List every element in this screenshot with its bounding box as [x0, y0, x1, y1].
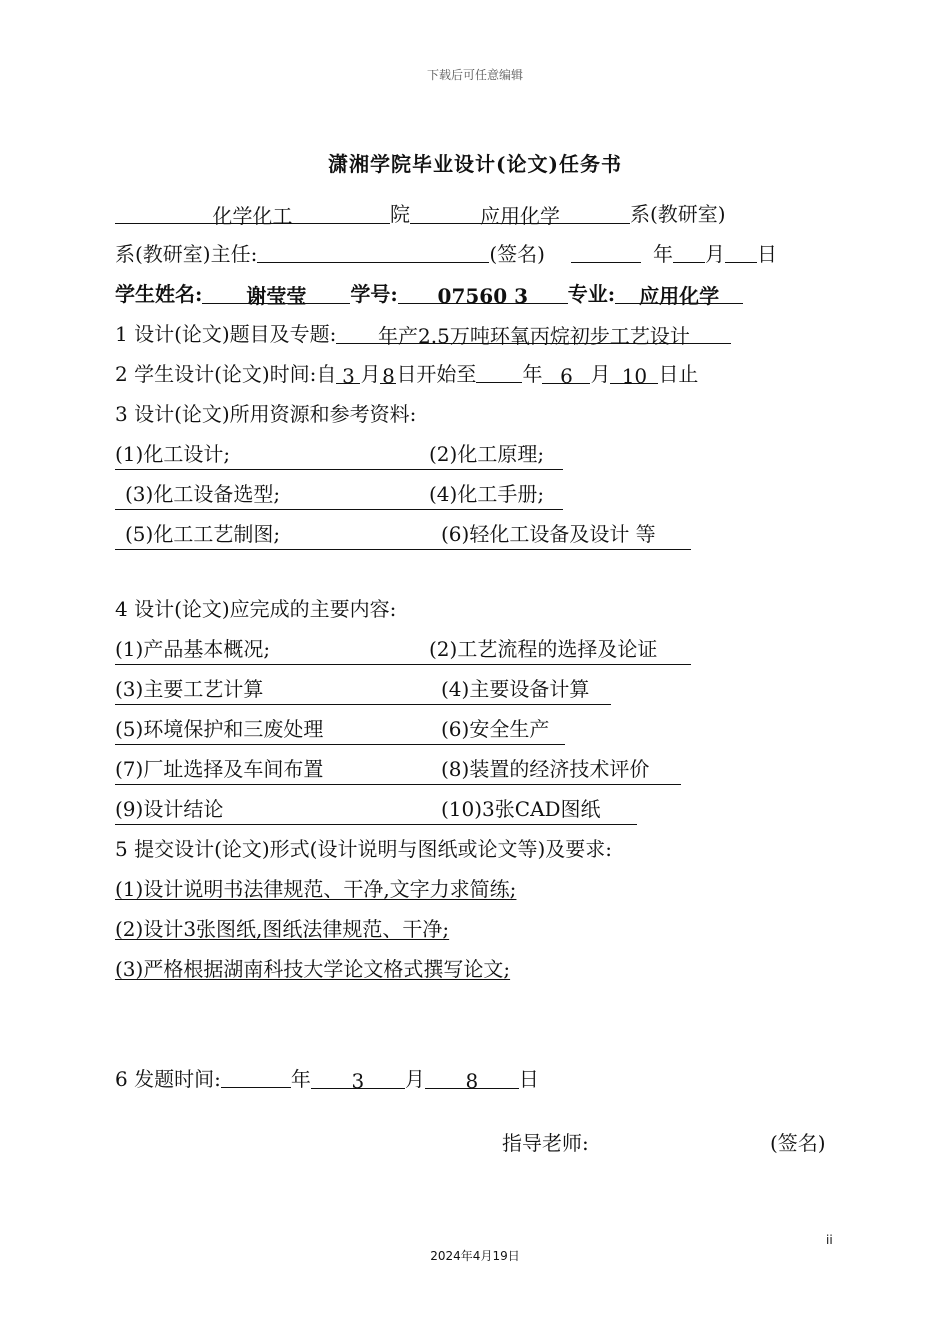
- end-year-field[interactable]: [476, 360, 522, 383]
- topic-field[interactable]: [336, 321, 731, 348]
- end-year-label: 年: [522, 362, 543, 386]
- topic-label: 1 设计(论文)题目及专题:: [115, 322, 337, 346]
- time-line: [115, 359, 698, 389]
- content-item: (9)设计结论: [115, 797, 224, 821]
- college-field[interactable]: [115, 201, 390, 228]
- content-item: (1)产品基本概况;: [115, 637, 271, 661]
- content-row: [115, 794, 637, 825]
- resource-item: (1)化工设计;: [115, 442, 231, 466]
- student-id: 07560 3: [437, 284, 529, 308]
- start-month-field[interactable]: [336, 361, 360, 388]
- content-row: [115, 674, 611, 705]
- major-value: 应用化学: [639, 284, 720, 308]
- footer-date: 2024年4月19日: [430, 1249, 520, 1263]
- college-label: 院: [390, 202, 410, 226]
- submission-item: (3)严格根据湖南科技大学论文格式撰写论文;: [115, 957, 511, 981]
- content-row: [115, 714, 565, 745]
- end-month-field[interactable]: [542, 361, 590, 388]
- content-item: (7)厂址选择及车间布置: [115, 757, 324, 781]
- department-field[interactable]: [410, 201, 630, 228]
- issue-day: 8: [465, 1069, 479, 1093]
- end-month-label: 月: [590, 362, 611, 386]
- time-mid: 日开始至: [396, 362, 477, 386]
- content-item: (5)环境保护和三废处理: [115, 717, 324, 741]
- advisor-sign-label: (签名): [770, 1131, 826, 1155]
- student-name-label: 学生姓名:: [115, 282, 203, 306]
- content-item: (10)3张CAD图纸: [441, 797, 601, 821]
- issue-month: 3: [351, 1069, 365, 1093]
- content-row: [115, 754, 681, 785]
- resource-item: (5)化工工艺制图;: [125, 522, 281, 546]
- advisor-label: 指导老师:: [502, 1131, 589, 1155]
- header-note: 下载后可任意编辑: [426, 68, 523, 82]
- issue-year-label: 年: [290, 1067, 311, 1091]
- start-month-label: 月: [360, 362, 381, 386]
- student-id-field[interactable]: [398, 281, 568, 308]
- time-prefix: 2 学生设计(论文)时间:自: [115, 362, 337, 386]
- content-item: (6)安全生产: [441, 717, 550, 741]
- student-name: 谢莹莹: [246, 284, 307, 308]
- contents-heading: 4 设计(论文)应完成的主要内容:: [115, 597, 397, 621]
- page-number: ii: [826, 1233, 833, 1247]
- topic-line: [115, 319, 731, 349]
- director-line: [115, 239, 777, 269]
- director-field[interactable]: [257, 240, 489, 263]
- department-value: 应用化学: [480, 204, 560, 228]
- director-month-field[interactable]: [673, 240, 705, 263]
- content-item: (8)装置的经济技术评价: [441, 757, 650, 781]
- content-item: (3)主要工艺计算: [115, 677, 264, 701]
- time-suffix: 日止: [658, 362, 699, 386]
- director-sign-label: (签名): [489, 242, 545, 266]
- director-day-label: 日: [756, 242, 777, 266]
- content-item: (2)工艺流程的选择及论证: [429, 637, 658, 661]
- college-value: 化学化工: [212, 204, 293, 228]
- resource-item: (3)化工设备选型;: [125, 482, 281, 506]
- director-label: 系(教研室)主任:: [115, 242, 258, 266]
- resources-row: [115, 439, 563, 470]
- director-day-field[interactable]: [725, 240, 757, 263]
- student-line: [115, 279, 743, 309]
- submission-item: (2)设计3张图纸,图纸法律规范、干净;: [115, 917, 450, 941]
- end-month: 6: [560, 364, 573, 388]
- resource-item: (6)轻化工设备及设计 等: [441, 522, 656, 546]
- director-year-field[interactable]: [571, 240, 641, 263]
- end-day: 10: [621, 364, 648, 388]
- issue-year-field[interactable]: [221, 1065, 291, 1088]
- document-title: 潇湘学院毕业设计(论文)任务书: [328, 152, 622, 176]
- issue-day-field[interactable]: [425, 1066, 519, 1093]
- major-label: 专业:: [567, 282, 616, 306]
- resource-item: (4)化工手册;: [429, 482, 545, 506]
- end-day-field[interactable]: [610, 361, 658, 388]
- topic-value: 年产2.5万吨环氧丙烷初步工艺设计: [378, 324, 690, 348]
- director-year-label: 年: [652, 242, 673, 266]
- department-line: [115, 199, 726, 229]
- issue-day-label: 日: [518, 1067, 539, 1091]
- submission-heading: 5 提交设计(论文)形式(设计说明与图纸或论文等)及要求:: [115, 837, 613, 861]
- start-day-field[interactable]: [380, 361, 396, 388]
- resources-row: [115, 519, 691, 550]
- submission-item: (1)设计说明书法律规范、干净,文字力求简练;: [115, 877, 517, 901]
- director-month-label: 月: [704, 242, 725, 266]
- issue-month-label: 月: [404, 1067, 425, 1091]
- content-row: [115, 634, 691, 665]
- start-month: 3: [342, 364, 355, 388]
- resource-item: (2)化工原理;: [429, 442, 545, 466]
- start-day: 8: [382, 364, 395, 388]
- issue-month-field[interactable]: [311, 1066, 405, 1093]
- major-field[interactable]: [615, 281, 743, 308]
- student-name-field[interactable]: [202, 281, 350, 308]
- department-label: 系(教研室): [630, 202, 726, 226]
- issue-line: [115, 1064, 539, 1094]
- resources-row: [115, 479, 563, 510]
- resources-heading: 3 设计(论文)所用资源和参考资料:: [115, 402, 417, 426]
- content-item: (4)主要设备计算: [441, 677, 590, 701]
- issue-label: 6 发题时间:: [115, 1067, 221, 1091]
- student-id-label: 学号:: [350, 282, 398, 306]
